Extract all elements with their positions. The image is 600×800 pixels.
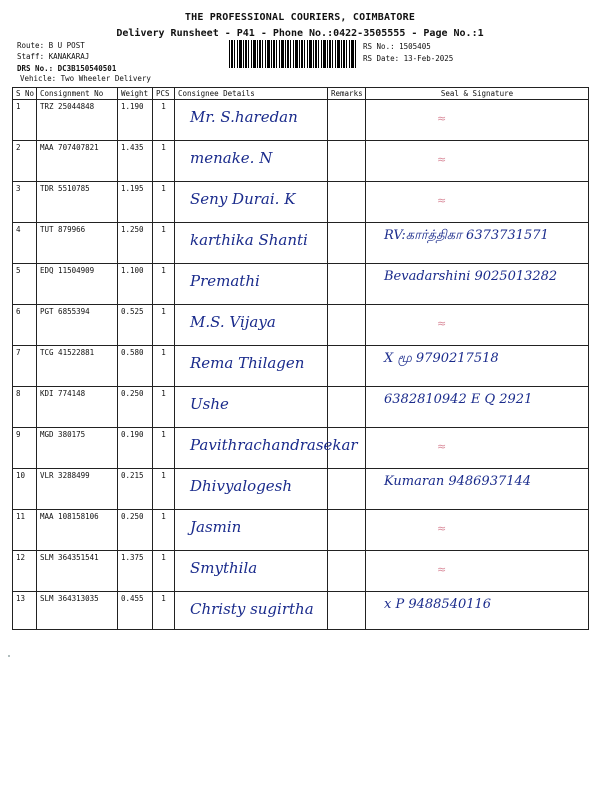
cell-weight: 1.190 <box>118 100 153 141</box>
cell-signature <box>366 100 589 141</box>
consignee-handwriting: Dhivyalogesh <box>190 477 293 495</box>
cell-sno: 7 <box>13 346 37 387</box>
seal-mark: ≈ <box>437 522 447 535</box>
cell-sno: 12 <box>13 551 37 592</box>
consignee-handwriting: Seny Durai. K <box>190 190 296 208</box>
cell-weight: 0.250 <box>118 387 153 428</box>
table-row <box>13 305 589 346</box>
cell-sno: 3 <box>13 182 37 223</box>
cell-remarks <box>328 264 366 305</box>
cell-remarks <box>328 551 366 592</box>
cell-pcs: 1 <box>153 469 175 510</box>
col-header-consignee: Consignee Details <box>175 88 328 100</box>
cell-pcs: 1 <box>153 141 175 182</box>
cell-remarks <box>328 387 366 428</box>
cell-consignment-no: MAA 108158106 <box>37 510 118 551</box>
cell-weight: 0.190 <box>118 428 153 469</box>
cell-remarks <box>328 592 366 630</box>
company-title: THE PROFESSIONAL COURIERS, COIMBATORE <box>184 12 416 23</box>
cell-pcs: 1 <box>153 223 175 264</box>
consignee-handwriting: Premathi <box>190 272 260 290</box>
table-row <box>13 551 589 592</box>
cell-sno: 6 <box>13 305 37 346</box>
cell-weight: 0.525 <box>118 305 153 346</box>
cell-remarks <box>328 346 366 387</box>
cell-sno: 2 <box>13 141 37 182</box>
col-header-remarks: Remarks <box>328 88 366 100</box>
consignee-handwriting: Smythila <box>190 559 258 577</box>
seal-mark: ≈ <box>437 194 447 207</box>
cell-remarks <box>328 305 366 346</box>
cell-sno: 4 <box>13 223 37 264</box>
signature-handwriting: Kumaran 9486937144 <box>384 474 532 489</box>
cell-pcs: 1 <box>153 592 175 630</box>
consignee-handwriting: Christy sugirtha <box>190 600 314 618</box>
cell-consignment-no: SLM 364313035 <box>37 592 118 630</box>
cell-sno: 5 <box>13 264 37 305</box>
cell-signature <box>366 551 589 592</box>
col-header-weight: Weight <box>118 88 153 100</box>
cell-pcs: 1 <box>153 305 175 346</box>
consignee-handwriting: Jasmin <box>190 518 242 536</box>
cell-sno: 11 <box>13 510 37 551</box>
col-header-consignment: Consignment No <box>37 88 118 100</box>
scan-speck <box>8 655 10 657</box>
table-header-row <box>13 88 589 100</box>
runsheet-heading: Delivery Runsheet - P41 - Phone No.:0422-3505555 - Page No.:1 <box>116 28 484 39</box>
cell-signature <box>366 141 589 182</box>
cell-weight: 1.375 <box>118 551 153 592</box>
cell-pcs: 1 <box>153 551 175 592</box>
cell-consignment-no: VLR 3288499 <box>37 469 118 510</box>
table-row <box>13 141 589 182</box>
signature-handwriting: x P 9488540116 <box>384 597 492 612</box>
cell-consignment-no: TUT 879966 <box>37 223 118 264</box>
cell-remarks <box>328 100 366 141</box>
signature-handwriting: Bevadarshini 9025013282 <box>384 269 558 284</box>
signature-handwriting: RV:கார்த்திகா 6373731571 <box>384 228 549 243</box>
seal-mark: ≈ <box>437 440 447 453</box>
cell-remarks <box>328 141 366 182</box>
cell-pcs: 1 <box>153 428 175 469</box>
cell-pcs: 1 <box>153 510 175 551</box>
staff-label: Staff: KANAKARAJ <box>17 52 90 61</box>
table-row <box>13 182 589 223</box>
seal-mark: ≈ <box>437 317 447 330</box>
consignee-handwriting: Rema Thilagen <box>190 354 305 372</box>
cell-sno: 10 <box>13 469 37 510</box>
cell-consignment-no: TCG 41522881 <box>37 346 118 387</box>
cell-remarks <box>328 510 366 551</box>
drs-number: DRS No.: DC3B150540501 <box>17 64 117 73</box>
cell-weight: 0.215 <box>118 469 153 510</box>
cell-pcs: 1 <box>153 100 175 141</box>
consignee-handwriting: karthika Shanti <box>190 231 308 249</box>
consignee-handwriting: Ushe <box>190 395 229 413</box>
cell-signature <box>366 428 589 469</box>
col-header-pcs: PCS <box>153 88 175 100</box>
cell-sno: 1 <box>13 100 37 141</box>
cell-signature <box>366 510 589 551</box>
cell-consignment-no: MAA 707407821 <box>37 141 118 182</box>
cell-sno: 13 <box>13 592 37 630</box>
rs-date: RS Date: 13-Feb-2025 <box>363 54 454 63</box>
consignee-handwriting: M.S. Vijaya <box>190 313 276 331</box>
cell-sno: 8 <box>13 387 37 428</box>
seal-mark: ≈ <box>437 563 447 576</box>
cell-pcs: 1 <box>153 387 175 428</box>
signature-handwriting: 6382810942 E Q 2921 <box>384 392 533 407</box>
cell-weight: 1.195 <box>118 182 153 223</box>
route-label: Route: B U POST <box>17 41 85 50</box>
cell-weight: 0.250 <box>118 510 153 551</box>
col-header-sno: S No <box>13 88 37 100</box>
consignee-handwriting: menake. N <box>190 149 273 167</box>
rs-number: RS No.: 1505405 <box>363 42 431 51</box>
consignee-handwriting: Pavithrachandrasekar <box>190 436 358 454</box>
cell-sno: 9 <box>13 428 37 469</box>
cell-weight: 0.580 <box>118 346 153 387</box>
cell-remarks <box>328 469 366 510</box>
cell-remarks <box>328 182 366 223</box>
vehicle-label: Vehicle: Two Wheeler Delivery <box>20 74 151 83</box>
cell-weight: 0.455 <box>118 592 153 630</box>
cell-signature <box>366 305 589 346</box>
cell-pcs: 1 <box>153 264 175 305</box>
cell-pcs: 1 <box>153 182 175 223</box>
seal-mark: ≈ <box>437 153 447 166</box>
cell-consignment-no: TRZ 25044848 <box>37 100 118 141</box>
cell-consignment-no: EDQ 11504909 <box>37 264 118 305</box>
barcode <box>229 40 357 68</box>
consignee-handwriting: Mr. S.haredan <box>190 108 298 126</box>
cell-weight: 1.250 <box>118 223 153 264</box>
cell-consignment-no: MGD 380175 <box>37 428 118 469</box>
cell-weight: 1.435 <box>118 141 153 182</box>
cell-consignment-no: TDR 5510785 <box>37 182 118 223</box>
cell-consignment-no: SLM 364351541 <box>37 551 118 592</box>
seal-mark: ≈ <box>437 112 447 125</box>
table-row <box>13 100 589 141</box>
cell-pcs: 1 <box>153 346 175 387</box>
cell-signature <box>366 182 589 223</box>
cell-consignment-no: PGT 6855394 <box>37 305 118 346</box>
cell-remarks <box>328 223 366 264</box>
cell-consignment-no: KDI 774148 <box>37 387 118 428</box>
signature-handwriting: X மூ 9790217518 <box>384 351 499 366</box>
table-row <box>13 510 589 551</box>
col-header-signature: Seal & Signature <box>366 88 589 100</box>
cell-weight: 1.100 <box>118 264 153 305</box>
